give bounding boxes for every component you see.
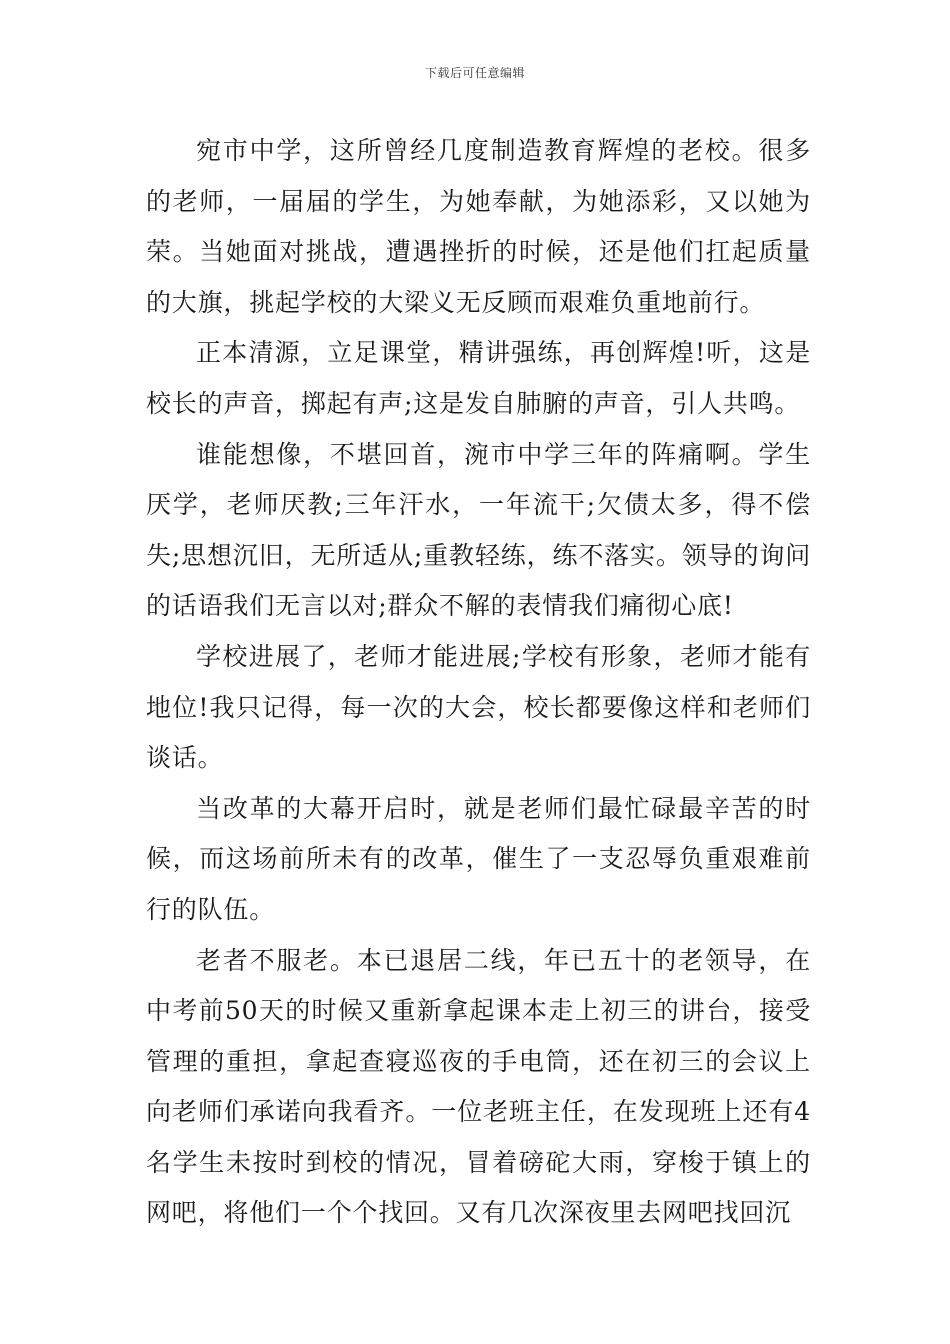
paragraph-1: 宛市中学，这所曾经几度制造教育辉煌的老校。很多的老师，一届届的学生，为她奉献，为她添彩，又以她为荣。当她面对挑战，遭遇挫折的时候，还是他们扛起质量的大旗，挑起学校的大梁义无反顾而艰难负重地前行。 [146, 136, 811, 317]
page-header-note: 下载后可任意编辑 [424, 66, 525, 80]
paragraph-6: 老者不服老。本已退居二线，年已五十的老领导，在中考前50天的时候又重新拿起课本走上初三的讲台，接受管理的重担，拿起查寝巡夜的手电筒，还在初三的会议上向老师们承诺向我看齐。一位老班主任，在发现班上还有4名学生未按时到校的情况，冒着磅砣大雨，穿梭于镇上的网吧，将他们一个个找回。又有几次深夜里去网吧找回沉 [146, 945, 811, 1228]
document-body [146, 126, 811, 1239]
paragraph-3: 谁能想像，不堪回首，涴市中学三年的阵痛啊。学生厌学，老师厌教;三年汗水，一年流干;欠债太多，得不偿失;思想沉旧，无所适从;重教轻练，练不落实。领导的询问的话语我们无言以对;群众不解的表情我们痛彻心底! [146, 439, 811, 621]
paragraph-5: 当改革的大幕开启时，就是老师们最忙碌最辛苦的时候，而这场前所未有的改革，催生了一支忍辱负重艰难前行的队伍。 [146, 793, 811, 924]
paragraph-4: 学校进展了，老师才能进展;学校有形象，老师才能有地位!我只记得，每一次的大会，校长都要像这样和老师们谈话。 [146, 641, 811, 773]
paragraph-2: 正本清源，立足课堂，精讲强练，再创辉煌!听，这是校长的声音，掷起有声;这是发自肺腑的声音，引人共鸣。 [146, 338, 811, 418]
